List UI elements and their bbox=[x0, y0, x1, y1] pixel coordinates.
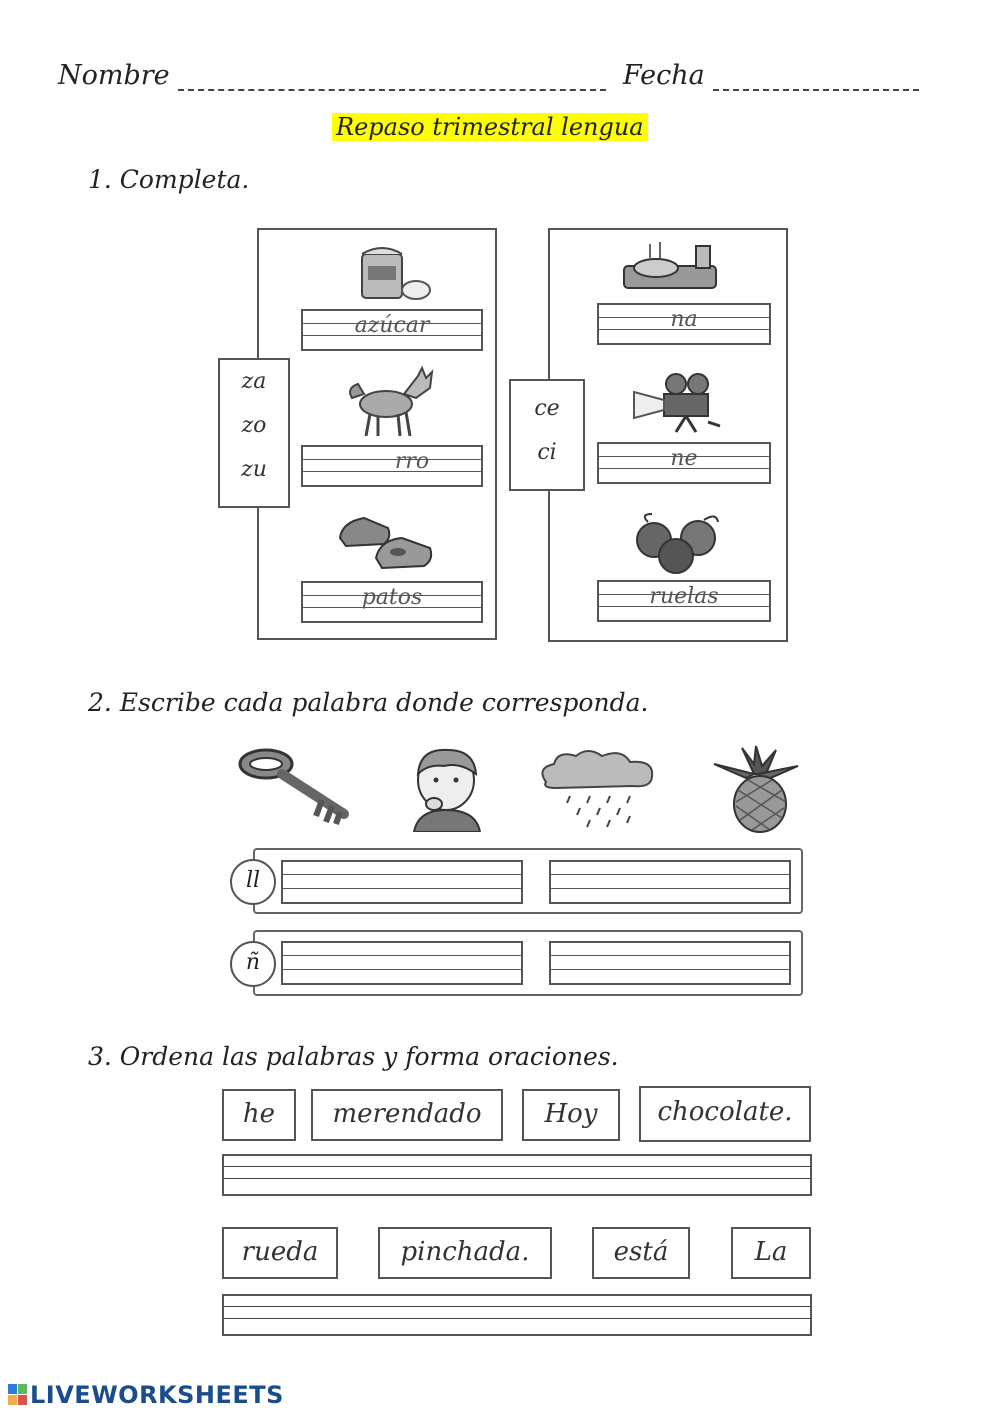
footer-brand-text: LIVEWORKSHEETS bbox=[30, 1381, 284, 1409]
row-label-ll: ll bbox=[230, 859, 276, 905]
syllable: za bbox=[241, 369, 267, 394]
word-hint: azúcar bbox=[354, 313, 430, 338]
word-hint: ruelas bbox=[649, 584, 719, 609]
plums-icon bbox=[630, 508, 726, 576]
word-hint: ne bbox=[670, 446, 698, 471]
name-label: Nombre bbox=[58, 60, 170, 91]
question-2-title: 2. Escribe cada palabra donde corresponda. bbox=[88, 688, 649, 717]
answer-box[interactable] bbox=[301, 309, 483, 351]
answer-box[interactable] bbox=[597, 303, 771, 345]
syllable: zo bbox=[241, 413, 267, 438]
word-tile: merendado bbox=[311, 1089, 503, 1141]
answer-box[interactable] bbox=[301, 445, 483, 487]
child-icon bbox=[404, 744, 488, 832]
page-title: Repaso trimestral lengua bbox=[332, 113, 648, 141]
answer-box[interactable] bbox=[597, 580, 771, 622]
word-tile: he bbox=[222, 1089, 296, 1141]
syllable: ce bbox=[534, 396, 560, 421]
word-tile: Hoy bbox=[522, 1089, 620, 1141]
word-hint: rro bbox=[394, 449, 430, 474]
name-blank[interactable] bbox=[178, 67, 606, 91]
answer-box[interactable] bbox=[281, 941, 523, 985]
movie-camera-icon bbox=[620, 370, 724, 434]
rain-cloud-icon bbox=[536, 746, 660, 832]
sentence-answer-line[interactable] bbox=[222, 1294, 812, 1336]
answer-box[interactable] bbox=[281, 860, 523, 904]
word-tile: está bbox=[592, 1227, 690, 1279]
page-title-wrap bbox=[332, 113, 648, 141]
question-3-title: 3. Ordena las palabras y forma oraciones. bbox=[88, 1042, 619, 1071]
word-tile: La bbox=[731, 1227, 811, 1279]
answer-box[interactable] bbox=[597, 442, 771, 484]
syllable: zu bbox=[241, 457, 267, 482]
key-icon bbox=[236, 744, 356, 828]
syllable: ci bbox=[537, 440, 557, 465]
syllable-box-c bbox=[509, 379, 585, 491]
dinner-tray-icon bbox=[620, 236, 720, 294]
footer-brand[interactable] bbox=[8, 1380, 284, 1410]
sentence-answer-line[interactable] bbox=[222, 1154, 812, 1196]
word-hint: patos bbox=[361, 585, 423, 610]
word-hint: na bbox=[670, 307, 698, 332]
sugar-bag-icon bbox=[356, 240, 432, 302]
shoes-icon bbox=[336, 508, 436, 574]
answer-box[interactable] bbox=[301, 581, 483, 623]
fox-icon bbox=[344, 364, 436, 440]
name-field-row bbox=[58, 60, 919, 91]
question-1-title: 1. Completa. bbox=[88, 165, 250, 194]
pineapple-icon bbox=[706, 744, 804, 834]
word-tile: pinchada. bbox=[378, 1227, 552, 1279]
word-tile: chocolate. bbox=[639, 1086, 811, 1142]
row-label-n: ñ bbox=[230, 941, 276, 987]
answer-box[interactable] bbox=[549, 860, 791, 904]
answer-box[interactable] bbox=[549, 941, 791, 985]
syllable-box-z bbox=[218, 358, 290, 508]
date-label: Fecha bbox=[622, 60, 705, 91]
word-tile: rueda bbox=[222, 1227, 338, 1279]
date-blank[interactable] bbox=[713, 67, 919, 91]
liveworksheets-logo-icon bbox=[8, 1384, 28, 1406]
